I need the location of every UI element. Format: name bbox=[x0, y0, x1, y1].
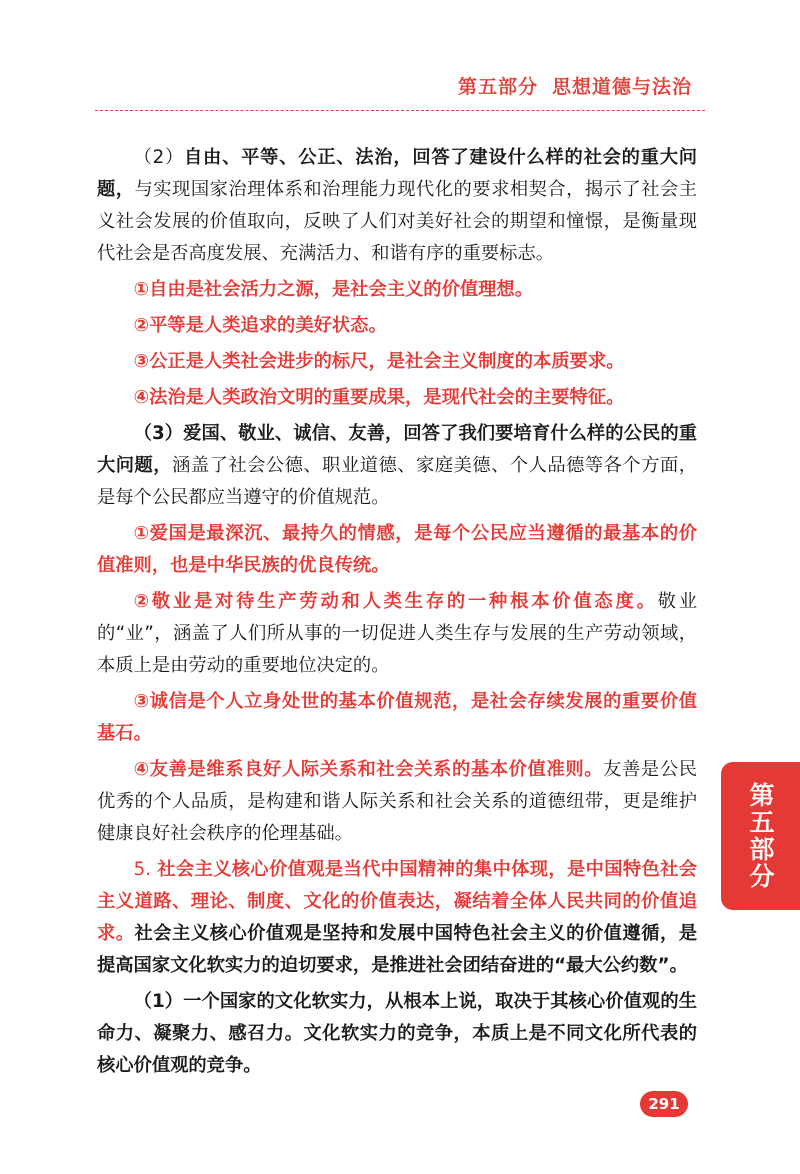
header-subject: 思想道德与法治 bbox=[551, 76, 692, 98]
bold-lead: 爱国、敬业、诚信、友善，回答了我们要培育什么样的公民的重大问题， bbox=[97, 423, 697, 476]
paragraph-2-heading: （2）自由、平等、公正、法治，回答了建设什么样的社会的重大问题，与实现国家治理体系和治理能力现代化的要求相契合，揭示了社会主义社会发展的价值取向，反映了人们对美好社会的期望和憧憬，是衡量现代社会是否高度发展、充满活力、和谐有序的重要标志。 bbox=[97, 147, 698, 264]
body-text: 涵盖了社会公德、职业道德、家庭美德、个人品德等各个方面，是每个公民都应当遵守的价值规范。 bbox=[97, 455, 698, 508]
item-freedom: ①自由是社会活力之源，是社会主义的价值理想。 bbox=[133, 279, 533, 300]
running-header bbox=[458, 72, 692, 99]
paragraph-5-1: （1）一个国家的文化软实力，从根本上说，取决于其核心价值观的生命力、凝聚力、感召力。文化软实力的竞争，本质上是不同文化所代表的核心价值观的竞争。 bbox=[97, 991, 697, 1076]
item-justice: ③公正是人类社会进步的标尺，是社会主义制度的本质要求。 bbox=[133, 351, 625, 372]
item-integrity: ③诚信是个人立身处世的基本价值规范，是社会存续发展的重要价值基石。 bbox=[97, 691, 697, 744]
body-text: 与实现国家治理体系和治理能力现代化的要求相契合，揭示了社会主义社会发展的价值取向，反映了人们对美好社会的期望和憧憬，是衡量现代社会是否高度发展、充满活力、和谐有序的重要标志。 bbox=[97, 179, 698, 264]
item-rule-of-law: ④法治是人类政治文明的重要成果，是现代社会的主要特征。 bbox=[133, 387, 625, 408]
page-body bbox=[97, 142, 697, 1086]
paragraph-3-heading: （3）爱国、敬业、诚信、友善，回答了我们要培育什么样的公民的重大问题，涵盖了社会公德、职业道德、家庭美德、个人品德等各个方面，是每个公民都应当遵守的价值规范。 bbox=[97, 423, 698, 508]
paragraph-5: 5. 社会主义核心价值观是当代中国精神的集中体现，是中国特色社会主义道路、理论、制度、文化的价值表达，凝结着全体人民共同的价值追求。社会主义核心价值观是坚持和发展中国特色社会主义的价值遵循，是提高国家文化软实力的迫切要求，是推进社会团结奋进的“最大公约数”。 bbox=[97, 859, 698, 976]
item-dedication: ②敬业是对待生产劳动和人类生存的一种根本价值态度。敬业的“业”，涵盖了人们所从事的一切促进人类生存与发展的生产劳动领域，本质上是由劳动的重要地位决定的。 bbox=[97, 591, 697, 676]
item-friendliness: ④友善是维系良好人际关系和社会关系的基本价值准则。友善是公民优秀的个人品质，是构建和谐人际关系和社会关系的道德纽带，更是维护健康良好社会秩序的伦理基础。 bbox=[97, 759, 697, 844]
item-equality: ②平等是人类追求的美好状态。 bbox=[133, 315, 387, 336]
page-number: 291 bbox=[640, 1091, 688, 1117]
section-side-tab: 第五部分 bbox=[721, 762, 800, 910]
header-part: 第五部分 bbox=[457, 76, 538, 98]
bold-lead: 自由、平等、公正、法治，回答了建设什么样的社会的重大问题， bbox=[97, 147, 697, 200]
header-divider bbox=[95, 110, 705, 111]
item-patriotism: ①爱国是最深沉、最持久的情感，是每个公民应当遵循的最基本的价值准则，也是中华民族的优良传统。 bbox=[97, 523, 697, 576]
